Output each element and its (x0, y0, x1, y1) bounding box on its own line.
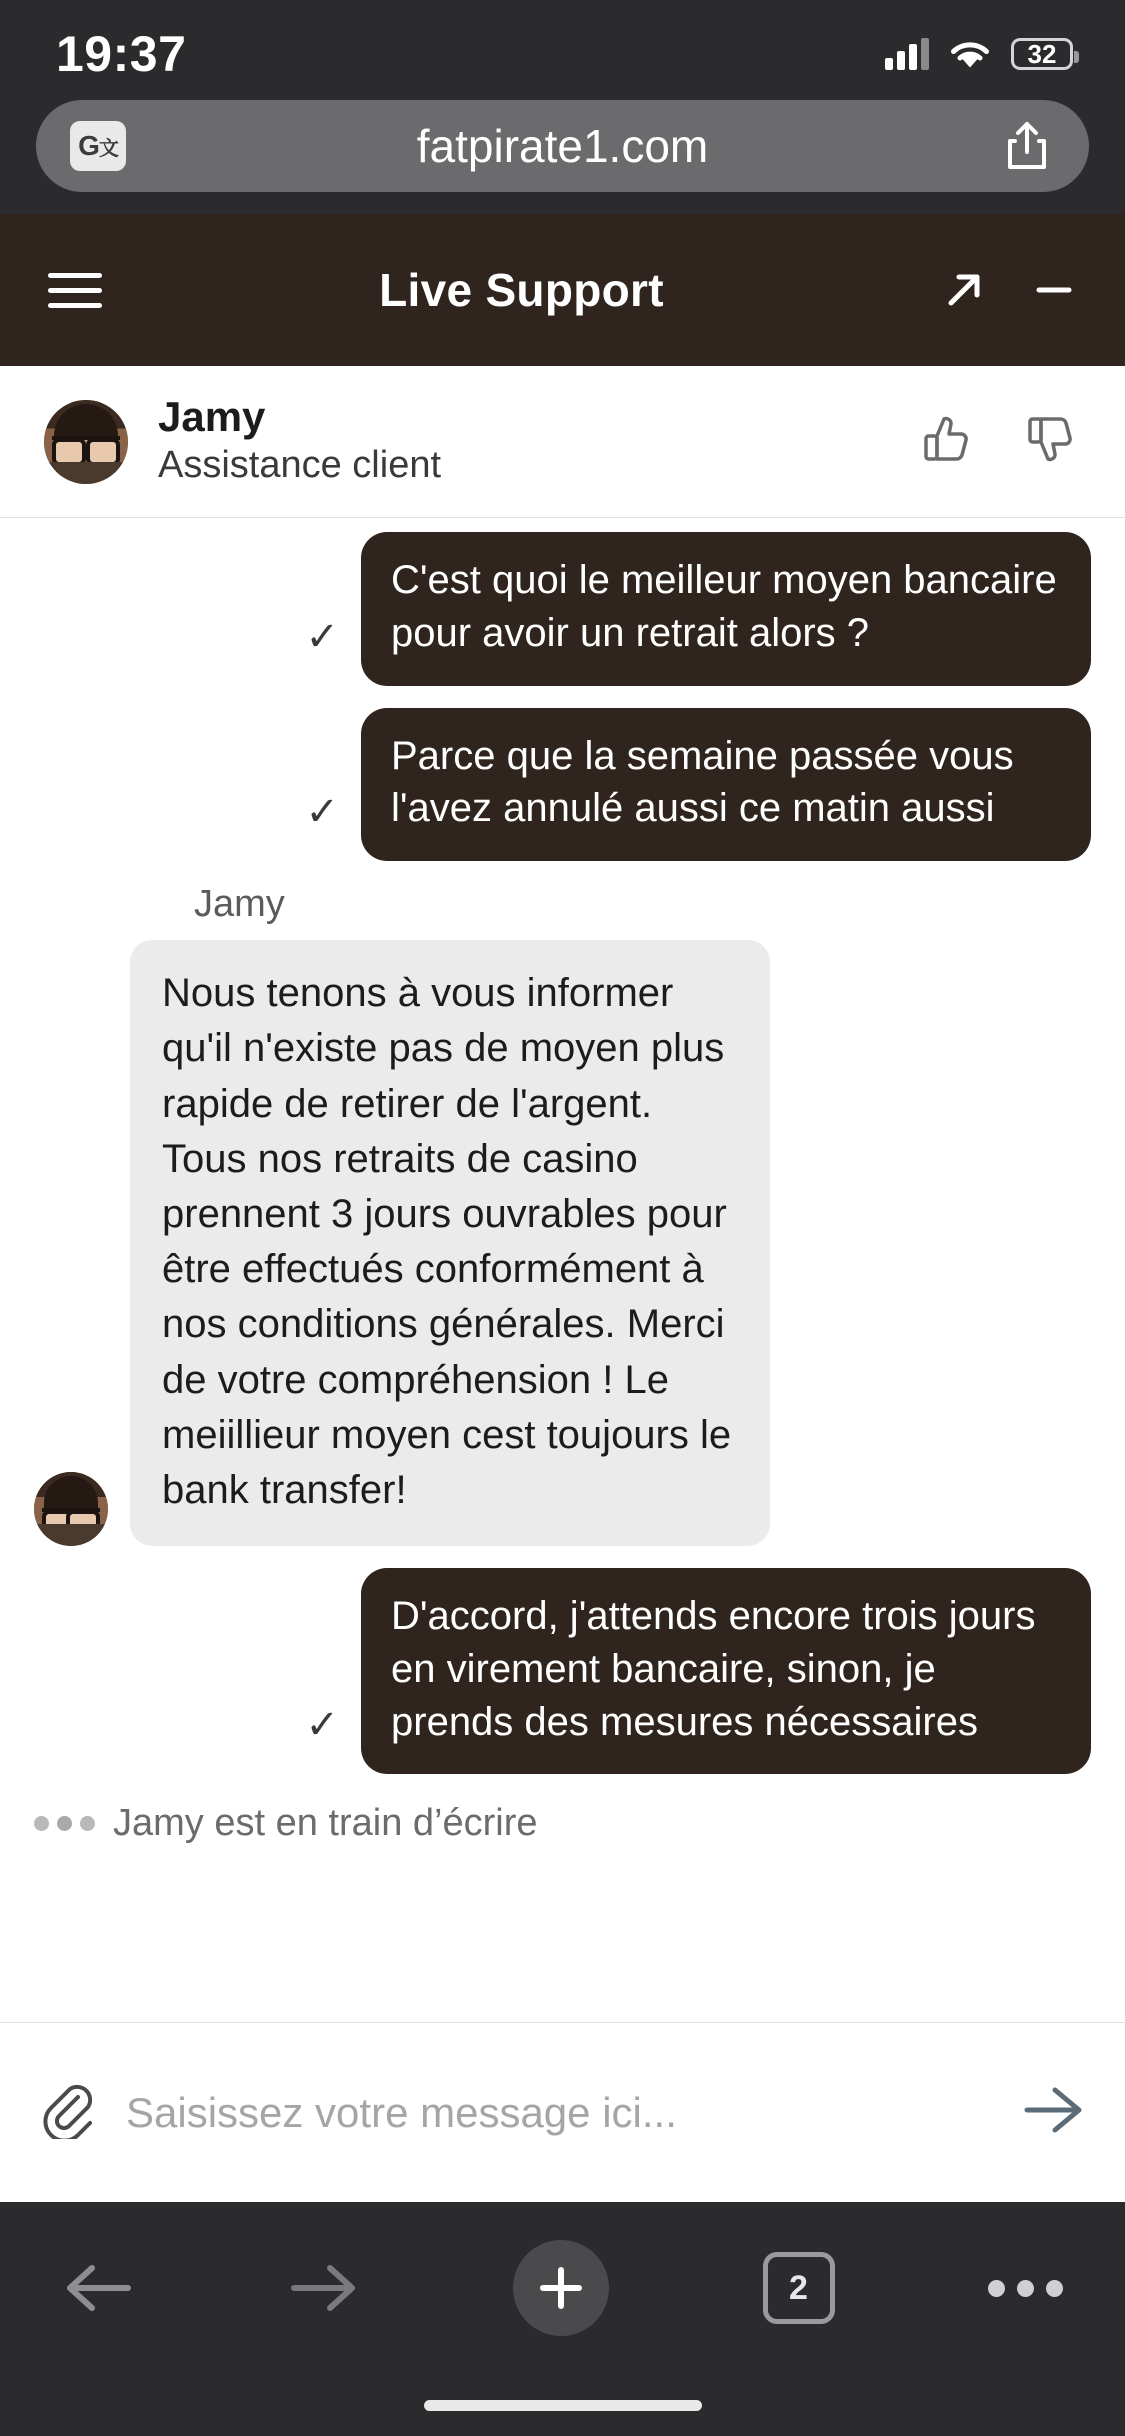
status-indicators (885, 37, 1073, 71)
tabs-button[interactable]: 2 (763, 2252, 835, 2324)
url-bar-container (0, 94, 1125, 214)
cellular-signal-icon (885, 38, 929, 70)
chat-message-outgoing (0, 1568, 1125, 1774)
rating-controls (919, 410, 1081, 473)
more-options-icon[interactable] (988, 2280, 1063, 2297)
avatar (44, 400, 128, 484)
agent-meta (158, 393, 919, 491)
message-composer (0, 2022, 1125, 2202)
chat-message-outgoing (0, 708, 1125, 862)
chat-message-incoming (0, 940, 1125, 1546)
browser-top-chrome (0, 0, 1125, 214)
message-status-check: ✓ (305, 1703, 339, 1748)
thumbs-down-icon[interactable] (1023, 410, 1081, 473)
chat-message-list[interactable] (0, 518, 1125, 2022)
avatar (34, 1472, 108, 1546)
google-translate-icon[interactable]: G 文 (70, 121, 126, 171)
chat-message-outgoing (0, 532, 1125, 686)
home-indicator-area (0, 2374, 1125, 2436)
url-text[interactable]: fatpirate1.com (416, 120, 709, 172)
paperclip-icon[interactable] (40, 2081, 92, 2144)
chat-title: Live Support (379, 264, 664, 316)
typing-dots-icon (34, 1816, 95, 1831)
agent-info-bar (0, 366, 1125, 518)
message-input[interactable] (126, 2089, 1023, 2137)
battery-icon (1011, 38, 1073, 70)
address-bar[interactable] (36, 100, 1089, 192)
back-arrow-icon[interactable] (62, 2258, 134, 2318)
message-status-check: ✓ (305, 790, 339, 835)
battery-level: 32 (1027, 38, 1057, 69)
minimize-icon[interactable] (1031, 267, 1077, 313)
status-time: 19:37 (56, 26, 187, 82)
wifi-icon (947, 37, 993, 71)
browser-bottom-toolbar (0, 2202, 1125, 2374)
send-icon[interactable] (1023, 2084, 1085, 2141)
message-bubble: C'est quoi le meilleur moyen bancaire pour avoir un retrait alors ? (361, 532, 1091, 686)
hamburger-menu-icon[interactable] (48, 273, 102, 308)
expand-arrow-icon[interactable] (941, 267, 987, 313)
forward-arrow-icon[interactable] (288, 2258, 360, 2318)
agent-role: Assistance client (158, 443, 442, 486)
status-bar (0, 14, 1125, 94)
message-bubble: D'accord, j'attends encore trois jours en virement bancaire, sinon, je prends des mesures nécessaires (361, 1568, 1091, 1774)
thumbs-up-icon[interactable] (919, 410, 977, 473)
chat-header-actions (941, 267, 1077, 313)
typing-indicator (0, 1796, 1125, 1845)
share-icon[interactable] (999, 120, 1055, 172)
chat-widget-header (0, 214, 1125, 366)
typing-indicator-text: Jamy est en train d’écrire (113, 1802, 538, 1845)
message-bubble: Nous tenons à vous informer qu'il n'existe pas de moyen plus rapide de retirer de l'argent. Tous nos retraits de casino prennent 3 jours ouvrables pour être effectués conformément à nos conditions générales. Merci de votre compréhension ! Le meiillieur moyen cest toujours le bank transfer! (130, 940, 770, 1546)
home-indicator[interactable] (424, 2400, 702, 2411)
message-bubble: Parce que la semaine passée vous l'avez annulé aussi ce matin aussi (361, 708, 1091, 862)
message-status-check: ✓ (305, 614, 339, 659)
new-tab-button[interactable] (513, 2240, 609, 2336)
agent-name: Jamy (158, 392, 266, 440)
message-sender-name: Jamy (194, 883, 285, 926)
